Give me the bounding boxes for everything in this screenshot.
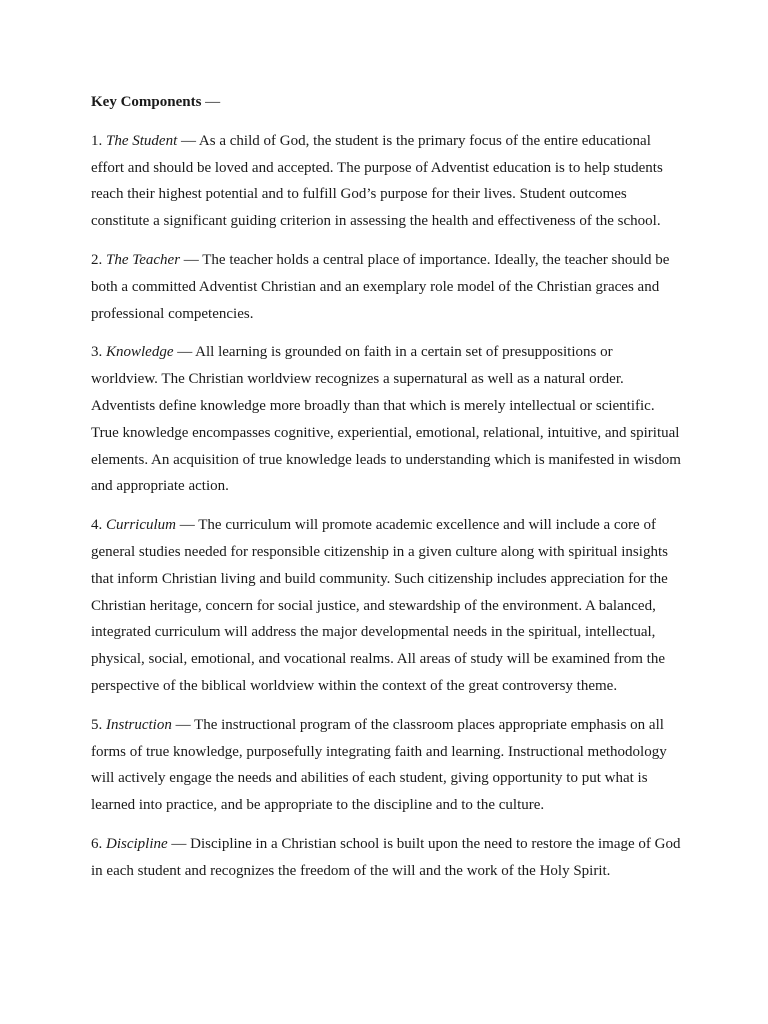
item-term: The Student [106, 132, 178, 149]
item-term: Knowledge [106, 344, 174, 361]
item-term: Curriculum [106, 517, 177, 534]
item-text: — The curriculum will promote academic excellence and will include a core of general studies needed for responsible citizenship in a given culture along with spiritual insights that inform Christian living and build community. Such citizenship includes appreciation for the Christian heritage, concern for social justice, and stewardship of the environment. A balanced, integrated curriculum will address the major developmental needs in the spiritual, intellectual, physical, social, emotional, and vocational realms. All areas of study will be examined from the perspective of the biblical worldview within the context of the great controversy theme. [91, 517, 668, 694]
item-term: Discipline [106, 835, 168, 852]
item-number: 2. [91, 251, 103, 268]
item-term: The Teacher [106, 251, 181, 268]
list-item-curriculum [91, 512, 683, 700]
item-number: 1. [91, 132, 103, 149]
heading-dash: — [201, 94, 221, 110]
item-text: — The teacher holds a central place of importance. Ideally, the teacher should be both a committed Adventist Christian and an exemplary role model of the Christian graces and professional competencies. [91, 251, 670, 322]
item-text: — All learning is grounded on faith in a certain set of presuppositions or worldview. The Christian worldview recognizes a supernatural as well as a natural order. Adventists define knowledge more broadly than that which is merely intellectual or scientific. True knowledge encompasses cognitive, experiential, emotional, relational, intuitive, and spiritual elements. An acquisition of true knowledge leads to understanding which is manifested in wisdom and appropriate action. [91, 344, 681, 495]
item-text: — As a child of God, the student is the primary focus of the entire educational effort and should be loved and accepted. The purpose of Adventist education is to help students reach their highest potential and to fulfill God’s purpose for their lives. Student outcomes constitute a significant guiding criterion in assessing the health and effectiveness of the school. [91, 132, 663, 230]
item-text: — The instructional program of the classroom places appropriate emphasis on all forms of true knowledge, purposefully integrating faith and learning. Instructional methodology will actively engage the needs and abilities of each student, giving opportunity to put what is learned into practice, and be appropriate to the discipline and to the culture. [91, 716, 667, 814]
item-term: Instruction [106, 716, 172, 733]
list-item-knowledge [91, 339, 683, 500]
list-item-student [91, 128, 683, 235]
list-item-instruction [91, 712, 683, 819]
item-number: 4. [91, 517, 103, 534]
heading-text: Key Components [91, 94, 202, 110]
item-number: 6. [91, 835, 103, 852]
item-number: 5. [91, 716, 103, 733]
section-heading [91, 89, 683, 116]
item-number: 3. [91, 344, 103, 361]
item-text: — Discipline in a Christian school is built upon the need to restore the image of God in each student and recognizes the freedom of the will and the work of the Holy Spirit. [91, 835, 681, 879]
list-item-teacher [91, 247, 683, 327]
list-item-discipline [91, 831, 683, 885]
document-page [91, 89, 683, 897]
